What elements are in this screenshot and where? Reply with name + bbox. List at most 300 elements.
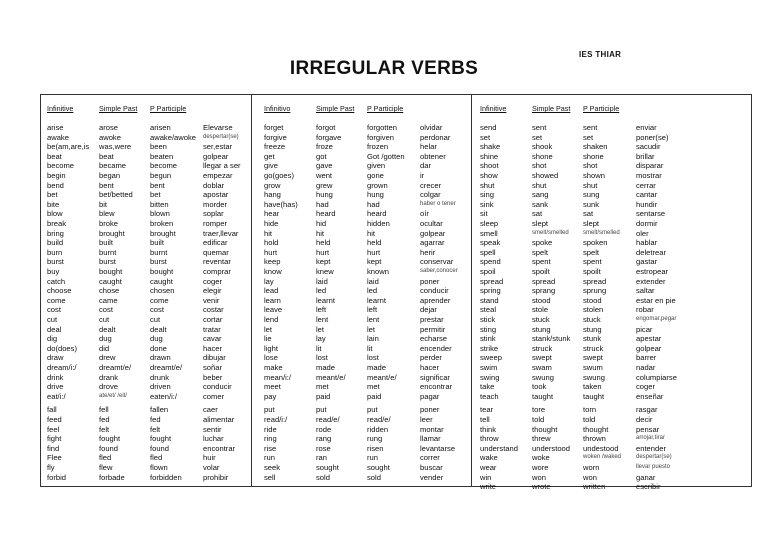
verb-row bbox=[480, 463, 710, 473]
cell-translation: estropear bbox=[636, 267, 669, 276]
cell-past-participle: eaten/i:/ bbox=[150, 391, 178, 401]
cell-infinitive: forget bbox=[264, 123, 284, 132]
cell-infinitive: choose bbox=[47, 286, 72, 296]
cell-simple-past: hid bbox=[316, 219, 327, 228]
cell-infinitive: send bbox=[480, 123, 497, 132]
cell-translation: sentir bbox=[203, 424, 222, 434]
cell-past-participle: hurt bbox=[367, 247, 381, 257]
cell-past-participle: known bbox=[367, 267, 389, 276]
verb-row bbox=[264, 463, 497, 473]
cell-translation: conducir bbox=[203, 382, 232, 392]
cell-simple-past: dreamt/e/ bbox=[99, 363, 132, 372]
cell-simple-past: did bbox=[99, 343, 110, 353]
cell-translation: cortar bbox=[203, 315, 223, 324]
cell-translation: comprar bbox=[203, 267, 231, 276]
cell-infinitive: fight bbox=[47, 434, 62, 444]
cell-simple-past: began bbox=[99, 171, 121, 180]
verb-row bbox=[264, 363, 494, 373]
cell-past-participle: shot bbox=[583, 161, 598, 171]
cell-infinitive: make bbox=[264, 363, 283, 372]
cell-translation: colgar bbox=[420, 190, 441, 200]
cell-infinitive: shine bbox=[480, 151, 499, 161]
cell-simple-past: sang bbox=[532, 190, 549, 200]
cell-simple-past: bought bbox=[99, 267, 123, 276]
cell-simple-past: rang bbox=[316, 434, 332, 444]
cell-simple-past: felt bbox=[99, 424, 110, 434]
verb-row bbox=[47, 473, 277, 483]
cell-translation: echarse bbox=[420, 334, 448, 344]
cell-simple-past: stung bbox=[532, 324, 551, 334]
cell-translation: soplar bbox=[203, 209, 224, 219]
verb-row bbox=[480, 219, 710, 229]
verb-row bbox=[47, 453, 277, 463]
cell-past-participle: led bbox=[367, 286, 378, 296]
verb-row bbox=[480, 171, 710, 181]
verb-row bbox=[480, 382, 710, 392]
cell-past-participle: won bbox=[583, 472, 597, 482]
verb-row bbox=[47, 123, 277, 133]
cell-past-participle: sold bbox=[367, 472, 381, 482]
cell-translation: doblar bbox=[203, 180, 225, 190]
cell-past-participle: lain bbox=[367, 334, 379, 344]
cell-past-participle: fallen bbox=[150, 405, 169, 415]
cell-past-participle: spread bbox=[583, 276, 607, 286]
cell-past-participle: put bbox=[367, 405, 378, 415]
cell-simple-past: stole bbox=[532, 305, 549, 315]
cell-infinitive: arise bbox=[47, 123, 64, 132]
cell-simple-past: shot bbox=[532, 161, 547, 171]
verb-row bbox=[47, 344, 277, 354]
cell-simple-past: swept bbox=[532, 353, 552, 363]
verb-row bbox=[264, 324, 497, 335]
cell-infinitive: shoot bbox=[480, 161, 499, 171]
cell-infinitive: cut bbox=[47, 315, 58, 324]
cell-infinitive: sweep bbox=[480, 353, 502, 363]
cell-simple-past: ate/et/ /eit/ bbox=[99, 392, 128, 399]
verb-row bbox=[264, 473, 494, 483]
cell-past-participle: left bbox=[367, 305, 378, 315]
cell-infinitive: tear bbox=[480, 405, 494, 415]
cell-simple-past: burnt bbox=[99, 247, 117, 257]
cell-past-participle: driven bbox=[150, 382, 171, 392]
cell-past-participle: stuck bbox=[583, 315, 601, 324]
cell-infinitive: blow bbox=[47, 209, 63, 219]
cell-simple-past: showed bbox=[532, 171, 559, 180]
cell-past-participle: grown bbox=[367, 180, 388, 190]
cell-past-participle: felt bbox=[150, 424, 161, 434]
verb-row bbox=[47, 434, 277, 444]
cell-simple-past: got bbox=[316, 151, 327, 161]
cell-translation: perdonar bbox=[420, 132, 451, 142]
cell-past-participle: burst bbox=[150, 257, 167, 267]
verb-row bbox=[264, 171, 494, 181]
cell-simple-past: woke bbox=[532, 453, 550, 463]
cell-infinitive: grow bbox=[264, 180, 281, 190]
cell-simple-past: spent bbox=[532, 257, 551, 267]
cell-simple-past: hit bbox=[316, 228, 325, 238]
cell-translation: saber,conocer bbox=[420, 268, 458, 274]
cell-infinitive: give bbox=[264, 161, 278, 171]
verb-row bbox=[47, 392, 277, 402]
cell-infinitive: have(has) bbox=[264, 199, 298, 209]
cell-translation: oler bbox=[636, 228, 649, 238]
cell-infinitive: tell bbox=[480, 415, 490, 424]
verb-row bbox=[264, 286, 494, 296]
cell-simple-past: blew bbox=[99, 209, 115, 219]
cell-simple-past: slept bbox=[532, 219, 549, 228]
cell-simple-past: won bbox=[532, 472, 546, 482]
cell-past-participle: blown bbox=[150, 209, 170, 219]
cell-past-participle: bitten bbox=[150, 199, 169, 209]
verb-row bbox=[264, 415, 494, 425]
cell-past-participle: worn bbox=[583, 463, 600, 472]
cell-infinitive: mean/i:/ bbox=[264, 372, 292, 382]
verb-row bbox=[480, 315, 710, 325]
cell-infinitive: hit bbox=[264, 228, 273, 238]
cell-translation: tratar bbox=[203, 324, 221, 334]
verb-row bbox=[47, 133, 277, 143]
cell-past-participle: bet bbox=[150, 190, 161, 200]
school-name: IES THIAR bbox=[579, 50, 622, 59]
cell-simple-past: flew bbox=[99, 463, 113, 472]
verb-row bbox=[264, 344, 494, 354]
cell-past-participle: shut bbox=[583, 180, 598, 190]
cell-translation: elegir bbox=[203, 286, 222, 296]
verb-row bbox=[264, 161, 494, 171]
cell-simple-past: awoke bbox=[99, 132, 121, 142]
cell-past-participle: forbidden bbox=[150, 472, 182, 482]
cell-simple-past: set bbox=[532, 132, 543, 142]
cell-infinitive: bring bbox=[47, 228, 64, 238]
cell-simple-past: bet/betted bbox=[99, 190, 133, 200]
cell-infinitive: take bbox=[480, 382, 495, 392]
cell-past-participle: laid bbox=[367, 276, 379, 286]
cell-simple-past: gave bbox=[316, 161, 333, 171]
cell-translation: huir bbox=[203, 453, 216, 463]
cell-simple-past: caught bbox=[99, 276, 122, 286]
cell-simple-past: became bbox=[99, 161, 127, 171]
cell-infinitive: drive bbox=[47, 382, 64, 392]
cell-past-participle: awake/awoke bbox=[150, 132, 197, 142]
cell-past-participle: become bbox=[150, 161, 178, 171]
cell-translation: oír bbox=[420, 209, 429, 219]
cell-translation: perder bbox=[420, 353, 442, 363]
cell-past-participle: shown bbox=[583, 171, 605, 180]
cell-past-participle: given bbox=[367, 161, 386, 171]
cell-simple-past: rose bbox=[316, 443, 331, 453]
cell-simple-past: swung bbox=[532, 372, 554, 382]
verb-row bbox=[47, 363, 277, 373]
cell-translation: columpiarse bbox=[636, 372, 677, 382]
cell-simple-past: fled bbox=[99, 453, 112, 463]
cell-simple-past: forgot bbox=[316, 123, 336, 132]
cell-simple-past: chose bbox=[99, 286, 120, 296]
cell-translation: ir bbox=[420, 171, 425, 180]
cell-simple-past: forbade bbox=[99, 472, 125, 482]
verb-row bbox=[47, 334, 277, 344]
cell-translation: caer bbox=[203, 405, 218, 415]
column-header-simple-past: Simple Past bbox=[316, 104, 355, 113]
cell-past-participle: spelt bbox=[583, 247, 600, 257]
cell-translation: encender bbox=[420, 343, 452, 353]
cell-translation: empezar bbox=[203, 171, 233, 180]
cell-simple-past: taught bbox=[532, 391, 554, 401]
cell-past-participle: read/e/ bbox=[367, 415, 391, 424]
cell-past-participle: beaten bbox=[150, 151, 174, 161]
cell-simple-past: shut bbox=[532, 180, 547, 190]
cell-infinitive: do(does) bbox=[47, 343, 77, 353]
cell-infinitive: smell bbox=[480, 228, 498, 238]
cell-infinitive: wear bbox=[480, 463, 497, 472]
verb-row bbox=[264, 238, 494, 248]
cell-past-participle: swung bbox=[583, 372, 605, 382]
cell-simple-past: wore bbox=[532, 463, 549, 472]
cell-infinitive: shut bbox=[480, 180, 495, 190]
cell-translation: agarrar bbox=[420, 238, 445, 248]
cell-past-participle: sent bbox=[583, 123, 598, 132]
verb-row bbox=[47, 305, 277, 315]
verb-row bbox=[47, 382, 277, 392]
cell-past-participle: taught bbox=[583, 391, 605, 401]
cell-translation: soñar bbox=[203, 363, 222, 372]
cell-past-participle: made bbox=[367, 363, 386, 372]
cell-translation: beber bbox=[203, 372, 223, 382]
cell-simple-past: put bbox=[316, 405, 327, 415]
cell-simple-past: built bbox=[99, 238, 113, 248]
cell-infinitive: build bbox=[47, 238, 64, 248]
verb-row bbox=[264, 392, 494, 402]
cell-infinitive: buy bbox=[47, 267, 60, 276]
cell-simple-past: spoilt bbox=[532, 267, 550, 276]
verb-row bbox=[47, 181, 277, 191]
verb-row bbox=[480, 257, 710, 267]
cell-past-participle: begun bbox=[150, 171, 172, 180]
verb-row bbox=[47, 425, 277, 435]
cell-translation: pensar bbox=[636, 424, 660, 434]
cell-translation: disparar bbox=[636, 161, 664, 171]
cell-past-participle: broken bbox=[150, 219, 174, 228]
verb-row bbox=[264, 267, 494, 277]
verb-row bbox=[264, 305, 497, 315]
verb-row bbox=[47, 219, 277, 229]
cell-simple-past: hurt bbox=[316, 247, 330, 257]
cell-infinitive: dig bbox=[47, 334, 58, 344]
verb-row bbox=[264, 248, 494, 258]
cell-simple-past: grew bbox=[316, 180, 333, 190]
cell-simple-past: read/e/ bbox=[316, 415, 340, 424]
cell-translation: haber o tener bbox=[420, 200, 456, 207]
cell-translation: crecer bbox=[420, 180, 442, 190]
cell-past-participle: fled bbox=[150, 453, 163, 463]
verb-row bbox=[264, 190, 494, 200]
cell-simple-past: led bbox=[316, 286, 327, 296]
cell-infinitive: lie bbox=[264, 334, 272, 344]
cell-past-participle: kept bbox=[367, 257, 382, 267]
cell-translation: mostrar bbox=[636, 171, 662, 180]
cell-past-participle: told bbox=[583, 415, 596, 424]
verb-row bbox=[480, 363, 710, 373]
verb-row bbox=[480, 325, 710, 335]
cell-infinitive: set bbox=[480, 132, 491, 142]
column-header-past-participle: P Participle bbox=[583, 104, 620, 113]
cell-simple-past: ran bbox=[316, 453, 327, 463]
cell-past-participle: dug bbox=[150, 334, 163, 344]
cell-infinitive: ring bbox=[264, 434, 277, 444]
cell-simple-past: lent bbox=[316, 315, 329, 324]
cell-past-participle: hung bbox=[367, 190, 384, 200]
cell-translation: herir bbox=[420, 247, 436, 257]
cell-infinitive: stick bbox=[480, 315, 496, 324]
verb-row bbox=[47, 229, 277, 239]
verb-row bbox=[264, 209, 494, 219]
cell-past-participle: stolen bbox=[583, 305, 604, 315]
cell-simple-past: meant/e/ bbox=[316, 372, 346, 382]
cell-simple-past: let bbox=[316, 324, 325, 334]
cell-past-participle: hit bbox=[367, 228, 376, 238]
verb-row bbox=[264, 257, 494, 267]
cell-translation: despertar(se) bbox=[203, 133, 239, 140]
cell-infinitive: understand bbox=[480, 443, 518, 453]
cell-infinitive: let bbox=[264, 324, 273, 334]
cell-past-participle: cost bbox=[150, 305, 164, 315]
cell-past-participle: fed bbox=[150, 415, 161, 424]
verb-row bbox=[264, 123, 497, 133]
cell-past-participle: dreamt/e/ bbox=[150, 363, 183, 372]
cell-infinitive: know bbox=[264, 267, 282, 276]
cell-infinitive: feel bbox=[47, 424, 60, 434]
cell-infinitive: drink bbox=[47, 372, 64, 382]
cell-infinitive: swim bbox=[480, 363, 498, 372]
verb-row bbox=[480, 434, 710, 444]
verb-row bbox=[47, 463, 277, 473]
cell-past-participle: caught bbox=[150, 276, 173, 286]
column-header-simple-past: Simple Past bbox=[99, 104, 138, 113]
cell-past-participle: stood bbox=[583, 295, 602, 305]
verb-row bbox=[480, 200, 710, 210]
cell-infinitive: Flee bbox=[47, 453, 62, 463]
cell-past-participle: had bbox=[367, 199, 380, 209]
cell-simple-past: bent bbox=[99, 180, 114, 190]
cell-past-participle: drunk bbox=[150, 372, 169, 382]
column-header-infinitive: Infinitive bbox=[480, 104, 507, 113]
verb-row bbox=[264, 334, 494, 344]
cell-past-participle: lent bbox=[367, 315, 380, 324]
cell-past-participle: burnt bbox=[150, 247, 168, 257]
verb-row bbox=[480, 152, 710, 162]
verb-table bbox=[40, 94, 752, 492]
cell-past-participle: drawn bbox=[150, 353, 171, 363]
cell-past-participle: spent bbox=[583, 257, 602, 267]
cell-simple-past: stank/stunk bbox=[532, 334, 571, 344]
cell-translation: ocultar bbox=[420, 219, 443, 228]
cell-infinitive: go(goes) bbox=[264, 171, 294, 180]
verb-row bbox=[47, 415, 277, 425]
cell-simple-past: found bbox=[99, 443, 119, 453]
cell-infinitive: catch bbox=[47, 276, 66, 286]
cell-translation: permitir bbox=[420, 324, 446, 334]
cell-past-participle: sunk bbox=[583, 199, 600, 209]
cell-past-participle: bent bbox=[150, 180, 165, 190]
cell-past-participle: brought bbox=[150, 228, 176, 238]
cell-translation: rasgar bbox=[636, 405, 658, 415]
cell-translation: encontrar bbox=[203, 443, 236, 453]
column-header-past-participle: P Participle bbox=[150, 104, 187, 113]
verb-row bbox=[47, 315, 277, 325]
cell-translation: golpear bbox=[203, 151, 229, 161]
cell-translation: ser,estar bbox=[203, 142, 233, 152]
cell-translation: dormir bbox=[636, 219, 658, 228]
cell-infinitive: forgive bbox=[264, 132, 287, 142]
cell-simple-past: fell bbox=[99, 405, 109, 415]
cell-past-participle: set bbox=[583, 132, 594, 142]
cell-simple-past: threw bbox=[532, 434, 551, 444]
cell-translation: poner bbox=[420, 276, 440, 286]
cell-translation: saltar bbox=[636, 286, 655, 296]
cell-infinitive: throw bbox=[480, 434, 499, 444]
verb-row bbox=[480, 353, 710, 363]
cell-translation: venir bbox=[203, 295, 220, 305]
verb-row bbox=[480, 267, 710, 277]
cell-translation: deletrear bbox=[636, 247, 666, 257]
cell-translation: estar en pie bbox=[636, 295, 676, 305]
verb-row bbox=[480, 392, 710, 402]
cell-simple-past: paid bbox=[316, 391, 331, 401]
verb-row bbox=[480, 123, 710, 133]
verb-row bbox=[264, 434, 494, 444]
cell-translation: poner bbox=[420, 405, 440, 415]
cell-simple-past: spelt bbox=[532, 247, 549, 257]
verb-row bbox=[264, 444, 494, 454]
cell-simple-past: froze bbox=[316, 142, 333, 152]
cell-past-participle: chosen bbox=[150, 286, 175, 296]
cell-infinitive: spoil bbox=[480, 267, 496, 276]
cell-infinitive: stink bbox=[480, 334, 496, 344]
cell-simple-past: stood bbox=[532, 295, 551, 305]
cell-past-participle: sung bbox=[583, 190, 600, 200]
cell-past-participle: struck bbox=[583, 343, 604, 353]
verb-row bbox=[480, 482, 710, 492]
cell-simple-past: learnt bbox=[316, 295, 335, 305]
cell-infinitive: bend bbox=[47, 180, 64, 190]
verb-row bbox=[47, 142, 277, 152]
cell-translation: romper bbox=[203, 219, 228, 228]
cell-translation: gastar bbox=[636, 257, 658, 267]
column-header-simple-past: Simple Past bbox=[532, 104, 571, 113]
verb-row bbox=[480, 405, 710, 415]
cell-simple-past: arose bbox=[99, 123, 118, 132]
verb-row bbox=[480, 453, 710, 463]
cell-simple-past: laid bbox=[316, 276, 328, 286]
cell-infinitive: spring bbox=[480, 286, 501, 296]
cell-infinitive: lend bbox=[264, 315, 279, 324]
verb-row bbox=[480, 161, 710, 171]
cell-simple-past: sent bbox=[532, 123, 547, 132]
cell-infinitive: eat/i:/ bbox=[47, 391, 66, 401]
cell-translation: Elevarse bbox=[203, 123, 233, 132]
cell-past-participle: spoilt bbox=[583, 267, 601, 276]
cell-past-participle: lit bbox=[367, 343, 373, 353]
cell-translation: despertar(se) bbox=[636, 454, 672, 461]
cell-simple-past: cut bbox=[99, 315, 110, 324]
cell-infinitive: show bbox=[480, 171, 498, 180]
cell-past-participle: ridden bbox=[367, 424, 389, 434]
cell-past-participle: torn bbox=[583, 405, 597, 415]
verb-row bbox=[480, 473, 710, 483]
cell-simple-past: dug bbox=[99, 334, 112, 344]
cell-translation: engomar,pegar bbox=[636, 316, 677, 322]
cell-simple-past: burst bbox=[99, 257, 116, 267]
verb-row bbox=[47, 267, 277, 277]
